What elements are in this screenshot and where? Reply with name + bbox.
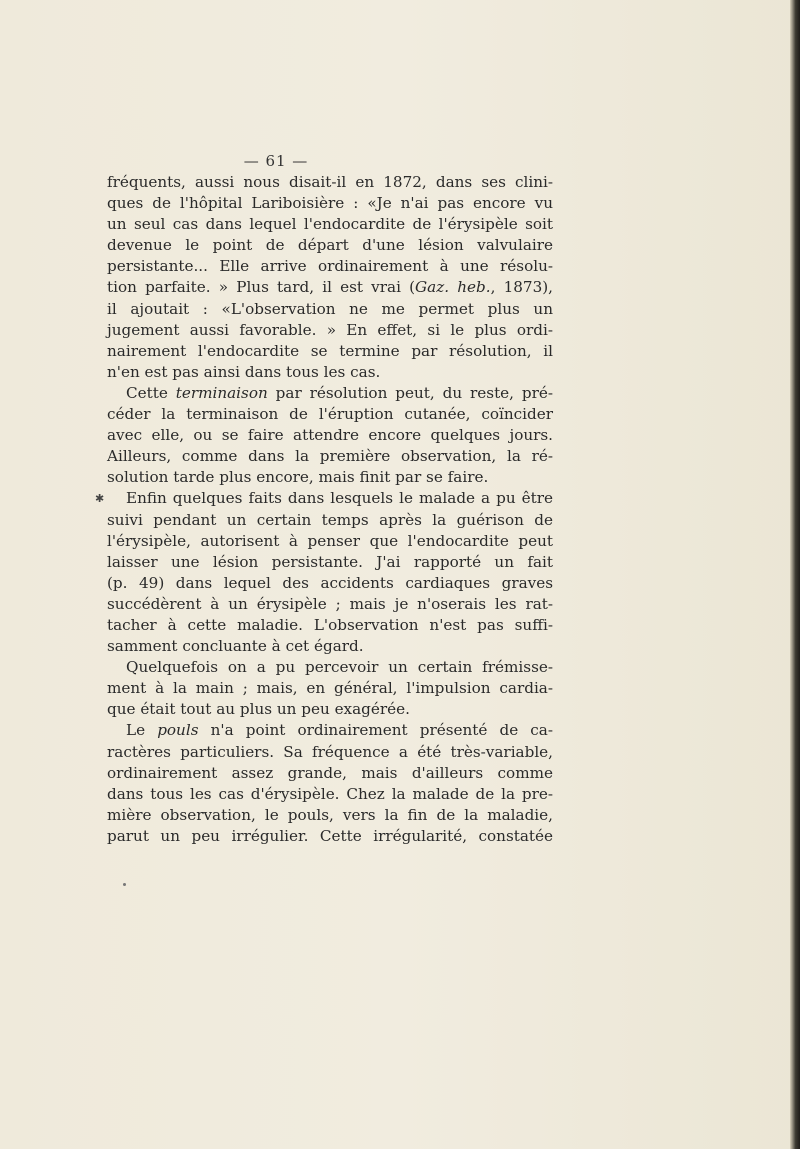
italic-text: terminaison bbox=[175, 383, 268, 402]
text-segment: mière observation, le pouls, vers la fin de la maladie, bbox=[107, 805, 553, 824]
text-segment: Ailleurs, comme dans la première observation, la ré- bbox=[107, 447, 553, 466]
text-segment: samment concluante à cet égard. bbox=[107, 637, 364, 656]
text-segment: Le bbox=[126, 721, 158, 740]
text-segment: l'érysipèle, autorisent à penser que l'endocardite peut bbox=[107, 531, 553, 550]
text-line bbox=[107, 299, 553, 320]
page-number: — 61 — bbox=[243, 152, 309, 170]
italic-text: pouls bbox=[157, 721, 199, 740]
text-segment: ment à la main ; mais, en général, l'impulsion cardia- bbox=[107, 679, 553, 698]
text-segment: persistante... Elle arrive ordinairement à une résolu- bbox=[107, 257, 553, 276]
text-line bbox=[107, 235, 553, 256]
text-segment: succédèrent à un érysipèle ; mais je n'oserais les rat- bbox=[107, 594, 553, 613]
text-line bbox=[107, 277, 553, 298]
text-segment: dans tous les cas d'érysipèle. Chez la malade de la pre- bbox=[107, 784, 553, 803]
text-line bbox=[107, 214, 553, 235]
text-line bbox=[107, 531, 553, 552]
stray-dot bbox=[123, 883, 126, 886]
text-segment: il ajoutait : «L'observation ne me permet plus un bbox=[107, 299, 553, 318]
text-line bbox=[107, 678, 553, 699]
text-segment: ordinairement assez grande, mais d'ailleurs comme bbox=[107, 763, 553, 782]
text-line bbox=[107, 826, 553, 847]
text-segment: solution tarde plus encore, mais finit par se faire. bbox=[107, 468, 489, 487]
text-segment: (p. 49) dans lequel des accidents cardiaques graves bbox=[107, 573, 553, 592]
text-line bbox=[107, 425, 553, 446]
text-segment: parut un peu irrégulier. Cette irrégularité, constatée bbox=[107, 826, 553, 845]
text-line bbox=[107, 193, 553, 214]
text-line bbox=[107, 488, 553, 509]
text-segment: n'a point ordinairement présenté de ca- bbox=[198, 721, 553, 740]
text-line bbox=[107, 341, 553, 362]
text-segment: fréquents, aussi nous disait-il en 1872, dans ses clini- bbox=[107, 173, 553, 191]
text-segment: , 1873), bbox=[490, 278, 553, 297]
text-segment: devenue le point de départ d'une lésion valvulaire bbox=[107, 236, 553, 255]
text-line bbox=[107, 552, 553, 573]
text-line bbox=[107, 594, 553, 615]
text-line bbox=[107, 172, 553, 193]
body-text bbox=[107, 172, 553, 847]
text-segment: que était tout au plus un peu exagérée. bbox=[107, 700, 410, 719]
page-edge-shadow bbox=[790, 0, 800, 1149]
text-line bbox=[107, 699, 553, 720]
text-line bbox=[107, 383, 553, 404]
text-line bbox=[107, 573, 553, 594]
text-segment: tacher à cette maladie. L'observation n'est pas suffi- bbox=[107, 615, 553, 634]
text-segment: laisser une lésion persistante. J'ai rapporté un fait bbox=[107, 552, 553, 571]
text-line bbox=[107, 615, 553, 636]
text-line bbox=[107, 510, 553, 531]
text-segment: un seul cas dans lequel l'endocardite de l'érysipèle soit bbox=[107, 215, 553, 234]
margin-mark: ✱ bbox=[95, 492, 105, 505]
text-line bbox=[107, 256, 553, 277]
text-segment: jugement aussi favorable. » En effet, si le plus ordi- bbox=[107, 320, 553, 339]
text-segment: céder la terminaison de l'éruption cutanée, coïncider bbox=[107, 405, 553, 424]
text-line bbox=[107, 805, 553, 826]
text-segment: tion parfaite. » Plus tard, il est vrai ( bbox=[107, 278, 416, 297]
text-line bbox=[107, 404, 553, 425]
text-line bbox=[107, 657, 553, 678]
text-line bbox=[107, 720, 553, 741]
text-segment: ques de l'hôpital Lariboisière : «Je n'ai pas encore vu bbox=[107, 194, 553, 213]
text-segment: Quelquefois on a pu percevoir un certain frémisse- bbox=[126, 658, 553, 677]
text-segment: Enfin quelques faits dans lesquels le malade a pu être bbox=[126, 489, 553, 508]
text-segment: avec elle, ou se faire attendre encore quelques jours. bbox=[107, 426, 553, 445]
text-line bbox=[107, 636, 553, 657]
italic-text: Gaz. heb. bbox=[415, 278, 491, 297]
text-line bbox=[107, 784, 553, 805]
text-segment: nairement l'endocardite se termine par résolution, il bbox=[107, 341, 553, 360]
text-segment: ractères particuliers. Sa fréquence a été très-variable, bbox=[107, 742, 553, 761]
text-segment: par résolution peut, du reste, pré- bbox=[267, 383, 554, 402]
text-line bbox=[107, 742, 553, 763]
text-line bbox=[107, 446, 553, 467]
text-line bbox=[107, 763, 553, 784]
text-segment: n'en est pas ainsi dans tous les cas. bbox=[107, 362, 381, 381]
text-line bbox=[107, 320, 553, 341]
text-segment: suivi pendant un certain temps après la guérison de bbox=[107, 510, 553, 529]
text-line bbox=[107, 362, 553, 383]
text-line bbox=[107, 467, 553, 488]
text-segment: Cette bbox=[126, 383, 176, 402]
